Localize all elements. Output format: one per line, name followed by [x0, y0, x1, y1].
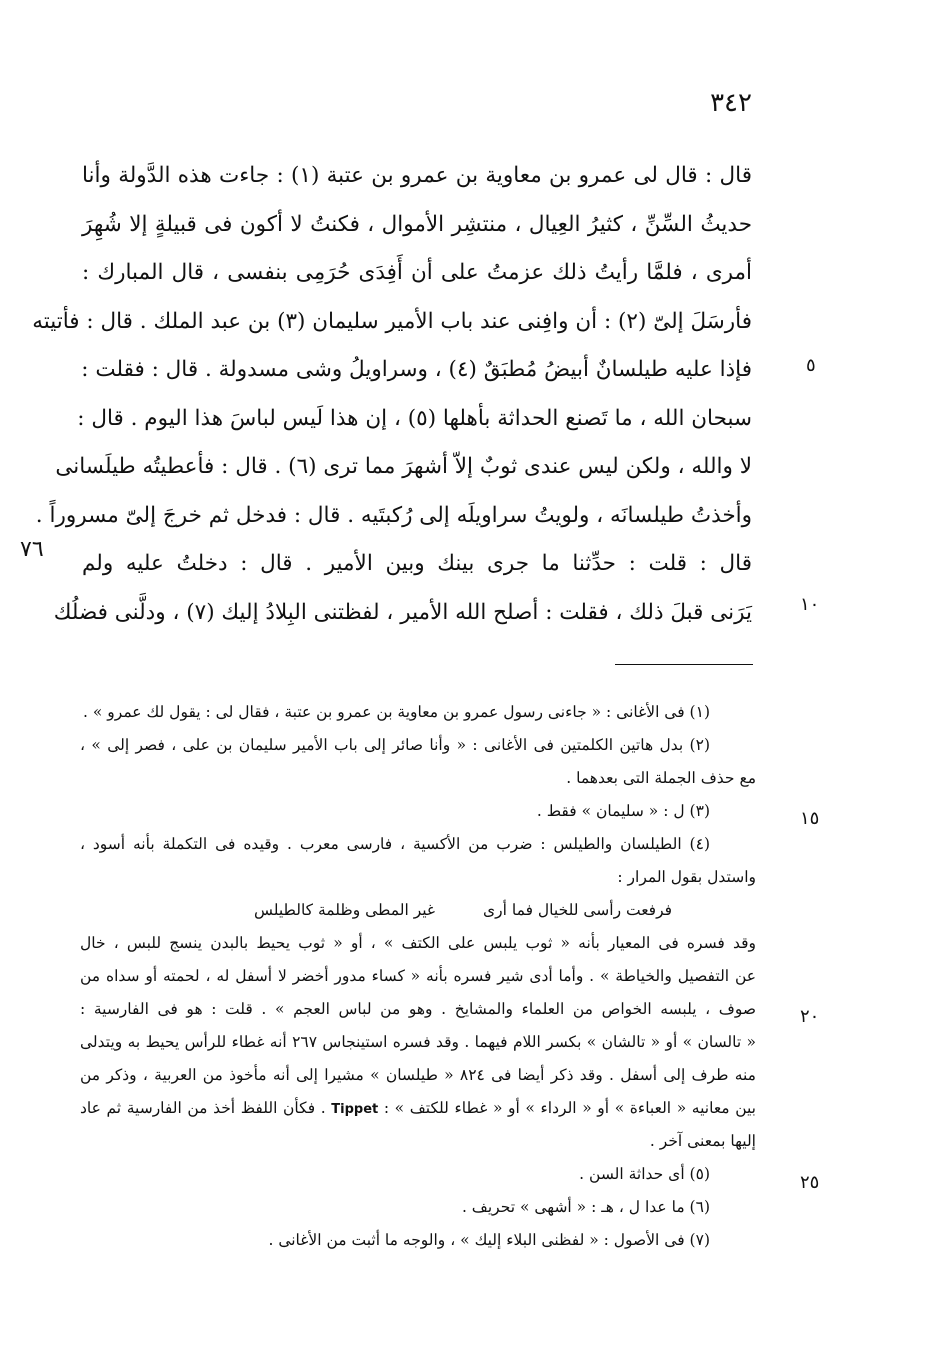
footnote-4-continued: وقد فسره فى المعيار بأنه « ثوب يلبس على الكتف » ، أو « ثوب يحيط بالبدن ينسج للبس ، خال — [80, 934, 756, 952]
main-line: أمرى ، فلمَّا رأيتُ ذلك عزمتُ على أن أَفِدَى حُرَمِى بنفسى ، قال المبارك : — [82, 260, 752, 285]
main-line: فأرسَلَ إلىّ (٢) : أن وافِنى عند باب الأمير سليمان (٣) بن عبد الملك . قال : فأتيته — [32, 308, 752, 334]
footnote-4-continued: إليها بمعنى آخر . — [649, 1132, 756, 1150]
main-line: فإذا عليه طيلسانٌ أبيضُ مُطبَقٌ (٤) ، وسراويلُ وشى مسدولة . قال : فقلت : — [81, 357, 752, 382]
footnote-4: (٤) الطيلسان والطيلس : ضرب من الأكسية ، فارسى معرب . وقيده فى التكملة بأنه أسود ، — [80, 835, 710, 853]
footnote-4-continued: واستدل بقول المرار : — [617, 868, 756, 886]
main-line: لا والله ، ولكن ليس عندى ثوبٌ إلاّ أشهرَ مما ترى (٦) . قال : فأعطيتُه طيلَسانى — [55, 454, 752, 479]
footnote-2: (٢) بدل هاتين الكلمتين فى الأغانى : « وأنا صائر إلى باب الأمير سليمان بن على ، فصر إلى » ، — [80, 736, 710, 754]
line-number-15: ١٥ — [800, 808, 820, 829]
footnote-2-continued: مع حذف الجملة التى بعدهما . — [566, 769, 756, 787]
page-number: ٣٤٢ — [710, 88, 752, 118]
line-number-25: ٢٥ — [800, 1172, 820, 1193]
latin-term: Tippet — [331, 1102, 379, 1117]
margin-reference: ٧٦ — [20, 537, 44, 562]
line-number-10: ١٠ — [800, 594, 820, 615]
verse-first-hemistich: فرفعت رأسى للخيال فما أرى — [483, 901, 673, 919]
main-line: وأخذتُ طيلسانَه ، ولويتُ سراويلَه إلى رُكبتَيه . قال : فدخل ثم خرجَ إلىّ مسروراً . — [35, 502, 752, 528]
main-line: سبحان الله ، ما تَصنع الحداثة بأهلها (٥) ، إن هذا لَيس لباسَ هذا اليوم . قال : — [77, 405, 752, 431]
main-line: قال : قال لى عمرو بن معاوية بن عمرو بن عتبة (١) : جاءت هذه الدَّولة وأنا — [82, 163, 752, 188]
footnote-3: (٣) ل : « سليمان » فقط . — [536, 802, 710, 820]
footnote-4-continued: « تالسان » أو « تالشان » بكسر اللام فيهما . وقد فسره استينجاس ٢٦٧ أنه غطاء للرأس يحيط به ويتدلى — [80, 1033, 756, 1051]
footnote-4-continued: عن التفصيل والخياطة » . وأما أدى شير فسره بأنه « كساء مدور أخضر لا أسفل له ، لحمته أو سداه من — [80, 967, 756, 985]
main-line: يَرَنى قبلَ ذلك ، فقلت : أصلح الله الأمير ، لفظتنى البِلادُ إليك (٧) ، ودلَّنى فضلُك — [53, 599, 752, 625]
line-number-20: ٢٠ — [800, 1006, 820, 1027]
footnotes — [80, 696, 756, 1257]
footnote-4-continued: صوف ، يلبسه الخواص من العلماء والمشايخ . وهو من لباس العجم » . قلت : هو فى الفارسية : — [80, 1000, 756, 1018]
line-number-5: ٥ — [806, 355, 816, 376]
footnote-5: (٥) أى حداثة السن . — [579, 1165, 710, 1183]
footnote-1: (١) فى الأغانى : « جاءنى رسول عمرو بن معاوية بن عمرو بن عتبة ، فقال لى : يقول لك عمرو » . — [83, 703, 710, 721]
footnote-4-text: بين معانيه « العباءة » أو « الرداء » أو « غطاء للكتف » : — [383, 1099, 756, 1117]
main-line: قال : قلت : حدِّثنا ما جرى بينك وبين الأمير . قال : دخلتُ عليه ولم — [82, 551, 752, 576]
footnote-7: (٧) فى الأصول : « لفظنى البلاء إليك » ، والوجه ما أثبت من الأغانى . — [268, 1231, 710, 1249]
verse-second-hemistich: غير المطى وظلمة كالطيلس — [253, 901, 436, 919]
poem-verse — [80, 894, 756, 927]
footnote-divider — [615, 664, 753, 665]
footnote-6: (٦) ما عدا ل ، هـ : « أشهى » تحريف . — [461, 1198, 710, 1216]
footnote-4-text: . فكأن اللفظ أخذ من الفارسية ثم عاد — [80, 1099, 326, 1117]
footnote-4-continued: منه طرف إلى أسفل . وقد ذكر أيضا فى ٨٢٤ « طيلسان » مشيرا إلى أنه مأخوذ من العربية ، وذكر من — [80, 1066, 756, 1084]
main-line: حديثُ السِّنِّ ، كثيرُ العِيال ، منتشِر الأموال ، فكنتُ لا أكون فى قبيلةٍ إلا شُهِرَ — [82, 211, 752, 237]
footnote-4-continued — [80, 1092, 756, 1125]
